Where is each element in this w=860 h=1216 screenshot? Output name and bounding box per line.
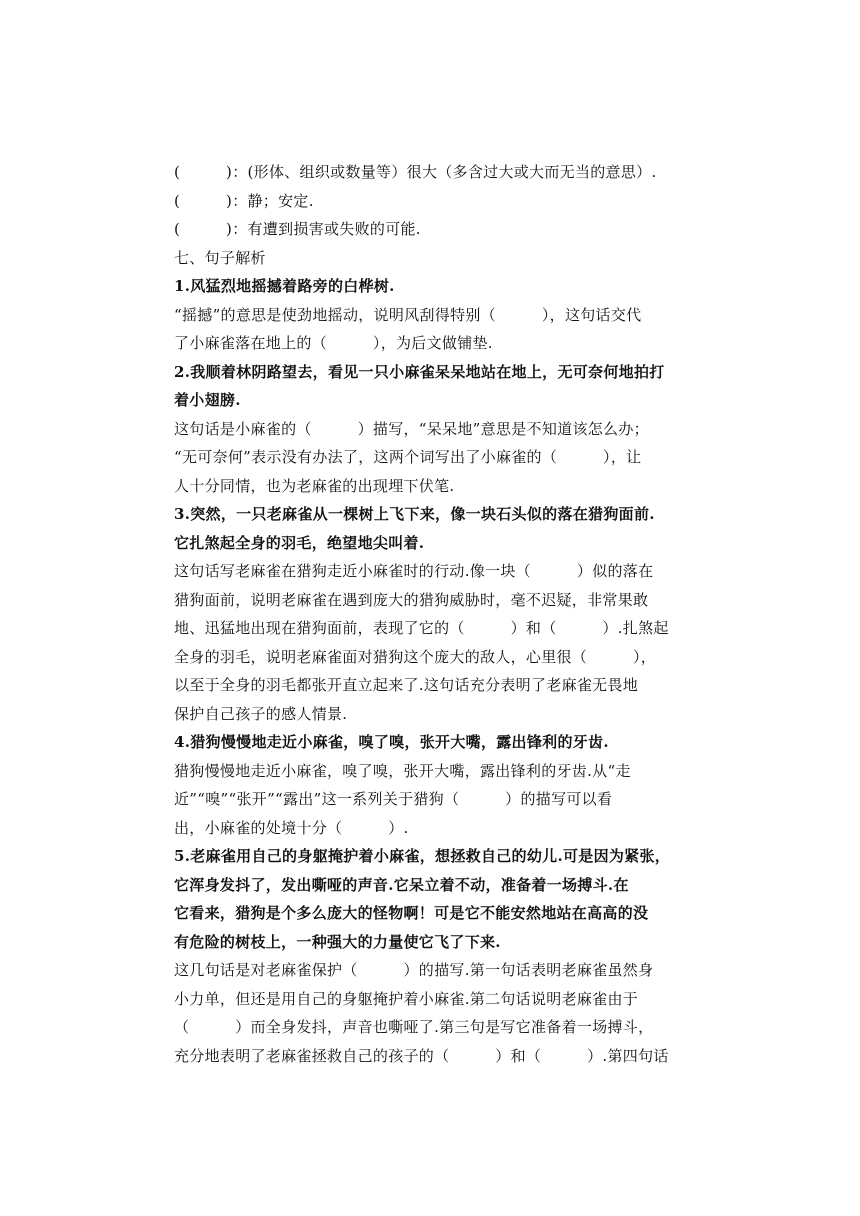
text-line: 它看来，猎狗是个多么庞大的怪物啊！可是它不能安然地站在高高的没: [174, 904, 649, 922]
text-line: 这句话写老麻雀在猎狗走近小麻雀时的行动.像一块（ ）似的落在: [174, 562, 654, 580]
text-line: 它扎煞起全身的羽毛，绝望地尖叫着.: [174, 533, 425, 552]
text-line: “无可奈何”表示没有办法了，这两个词写出了小麻雀的（ ），让: [174, 448, 642, 466]
text-line: 有危险的树枝上，一种强大的力量使它飞了下来.: [174, 932, 501, 951]
text-line: 3.突然，一只老麻雀从一棵树上飞下来，像一块石头似的落在猎狗面前.: [174, 505, 655, 523]
text-line: 5.老麻雀用自己的身躯掩护着小麻雀，想拯救自己的幼儿.可是因为紧张，: [174, 847, 671, 865]
text-line: 七、句子解析: [174, 248, 266, 267]
text-line: 4.猎狗慢慢地走近小麻雀，嗅了嗅，张开大嘴，露出锋利的牙齿.: [174, 733, 609, 751]
text-line: 人十分同情，也为老麻雀的出现埋下伏笔.: [174, 476, 455, 495]
text-line: 1.风猛烈地摇撼着路旁的白桦树.: [174, 277, 395, 295]
text-line: 猎狗慢慢地走近小麻雀，嗅了嗅，张开大嘴，露出锋利的牙齿.从“走: [174, 761, 631, 780]
text-line: （ ）而全身发抖，声音也嘶哑了.第三句是写它准备着一场搏斗，: [174, 1018, 654, 1036]
text-line: ( )：静；安定.: [174, 191, 314, 210]
text-line: 充分地表明了老麻雀拯救自己的孩子的（ ）和（ ）.第四句话: [174, 1046, 669, 1065]
text-line: 出，小麻雀的处境十分（ ）.: [174, 818, 409, 837]
text-line: 保护自己孩子的感人情景.: [174, 704, 348, 723]
text-line: 这句话是小麻雀的（ ）描写，“呆呆地”意思是不知道该怎么办；: [174, 419, 649, 438]
document-text-block: [174, 158, 786, 1070]
text-line: 地、迅猛地出现在猎狗面前，表现了它的（ ）和（ ）.扎煞起: [174, 619, 669, 637]
text-line: 小力单，但还是用自己的身躯掩护着小麻雀.第二句话说明老麻雀由于: [174, 989, 639, 1008]
text-line: 了小麻雀落在地上的（ ），为后文做铺垫.: [174, 334, 493, 352]
text-line: “摇撼”的意思是使劲地摇动，说明风刮得特别（ ），这句话交代: [174, 305, 642, 324]
text-line: 2.我顺着林阴路望去，看见一只小麻雀呆呆地站在地上，无可奈何地拍打: [174, 362, 665, 381]
text-line: 近”“嗅”“张开”“露出”这一系列关于猎狗（ ）的描写可以看: [174, 790, 613, 808]
text-line: ( )：(形体、组织或数量等）很大（多含过大或大而无当的意思）.: [174, 163, 657, 181]
text-line: 着小翅膀.: [174, 391, 241, 409]
text-line: ( )：有遭到损害或失败的可能.: [174, 220, 421, 238]
text-line: 以至于全身的羽毛都张开直立起来了.这句话充分表明了老麻雀无畏地: [174, 676, 639, 694]
text-line: 全身的羽毛，说明老麻雀面对猎狗这个庞大的敌人，心里很（ ），: [174, 647, 657, 666]
text-line: 这几句话是对老麻雀保护（ ）的描写.第一句话表明老麻雀虽然身: [174, 961, 654, 979]
text-line: 猎狗面前，说明老麻雀在遇到庞大的猎狗威胁时，毫不迟疑，非常果敢: [174, 590, 649, 609]
text-line: 它浑身发抖了，发出嘶哑的声音.它呆立着不动，准备着一场搏斗.在: [174, 875, 629, 894]
